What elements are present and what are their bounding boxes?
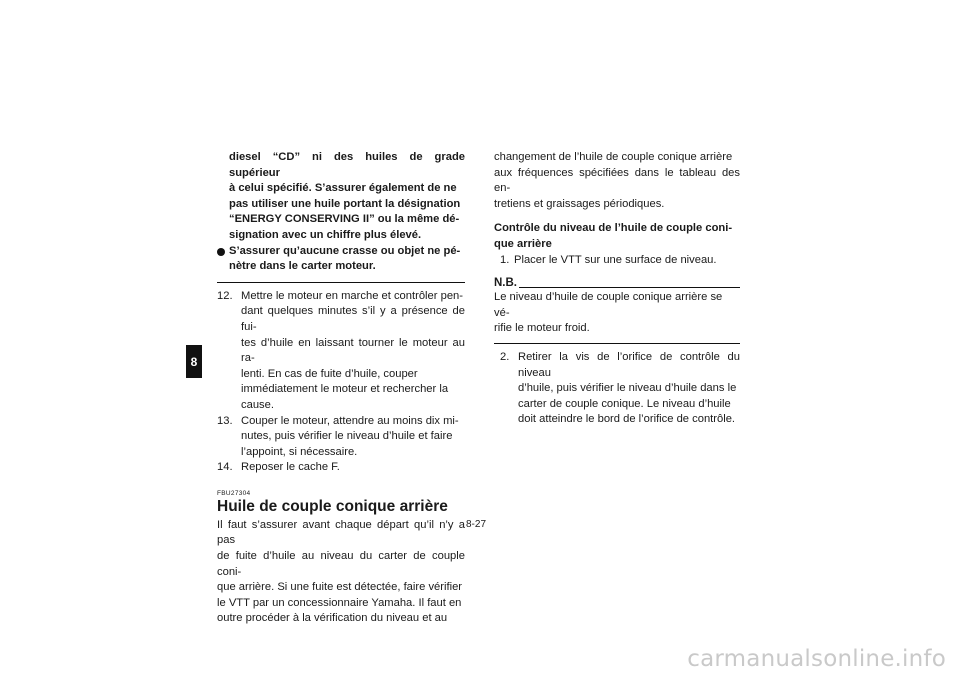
step-2: 2. Retirer la vis de l’orifice de contrôle du niveau d’huile, puis vérifier le niveau d’huile dans le carter de couple conique. Le niveau d’huile doit atteindre le bord de l’orifice de contrôle. (500, 350, 740, 426)
warning-line: signation avec un chiffre plus élevé. (229, 228, 422, 241)
left-column (217, 150, 465, 627)
step-13: 13. Couper le moteur, attendre au moins dix mi- nutes, puis vérifier le niveau d’huile et faire l’appoint, si nécessaire. (217, 414, 459, 458)
warning-line: “ENERGY CONSERVING II” ou la même dé- (229, 213, 460, 226)
reference-code: FBU27304 (217, 489, 251, 497)
step-1: 1. Placer le VTT sur une surface de niveau. (500, 253, 717, 266)
right-column (494, 150, 740, 428)
warning-continuation (217, 150, 465, 244)
note-label: N.B. (494, 277, 517, 290)
note-header (494, 277, 740, 290)
chapter-tab: 8 (186, 345, 202, 378)
note-end-rule (494, 343, 740, 344)
warning-end-rule (217, 282, 465, 283)
section-title: Huile de couple conique arrière (217, 497, 448, 515)
page-number: 8-27 (466, 519, 487, 530)
warning-bullet (217, 244, 465, 275)
bullet-icon (217, 248, 225, 256)
note-body: Le niveau d’huile de couple conique arrière se vé- rifie le moteur froid. (494, 291, 723, 335)
bullet-line: nètre dans le carter moteur. (229, 260, 376, 273)
warning-line: pas utiliser une huile portant la désignation (229, 197, 461, 210)
subheading: Contrôle du niveau de l’huile de couple coni- que arrière (494, 222, 733, 250)
step-14: 14. Reposer le cache F. (217, 461, 340, 474)
paragraph-continuation: changement de l’huile de couple conique arrière aux fréquences spécifiées dans le tableau des en- tretiens et graissages périodiques. (494, 151, 740, 210)
step-list (217, 289, 465, 476)
warning-line: à celui spécifié. S’assurer également de ne (229, 182, 457, 195)
step-12: 12. Mettre le moteur en marche et contrôler pen- dant quelques minutes s’il y a présence de fui- tes d’huile en laissant tourner le moteur au ra- lenti. En cas de fuite d’huile, couper immédiatement le moteur et rechercher la cause. (217, 289, 465, 411)
bullet-line: S’assurer qu’aucune crasse ou objet ne pé- (229, 244, 461, 257)
watermark: carmanualsonline.info (687, 646, 946, 672)
section-paragraph: Il faut s’assurer avant chaque départ qu’il n’y a pas de fuite d’huile au niveau du carter de couple coni- que arrière. Si une fuite est détectée, faire vérifier le VTT par un concessionnaire Yamaha. Il faut en outre procéder à la vérification du niveau et au (217, 518, 465, 625)
note-header-rule (519, 287, 740, 288)
warning-line: diesel “CD” ni des huiles de grade supérieur (229, 151, 465, 179)
